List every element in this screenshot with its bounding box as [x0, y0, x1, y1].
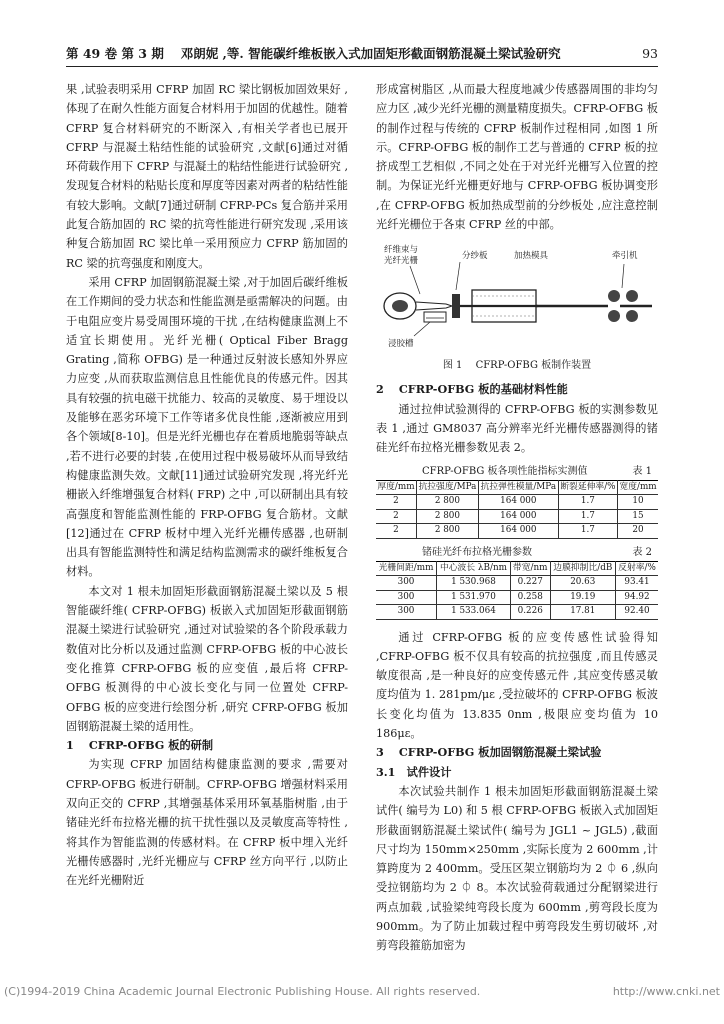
glue-tank	[424, 312, 446, 322]
label-splitter: 分纱板	[462, 251, 488, 262]
right-column-bottom	[376, 628, 658, 956]
table-header-cell: 反射率/%	[616, 561, 658, 576]
table-cell: 1 533.064	[437, 605, 511, 620]
fiber-spool-core	[392, 300, 408, 312]
table-header-cell: 抗拉强度/MPa	[416, 480, 478, 495]
table-cell: 164 000	[478, 509, 558, 524]
table-cell: 1.7	[558, 509, 617, 524]
table-2	[376, 561, 658, 620]
table-cell: 10	[618, 495, 658, 510]
table-row	[376, 524, 658, 539]
table-cell: 19.19	[550, 590, 615, 605]
table-row	[376, 495, 658, 510]
paragraph: 为实现 CFRP 加固结构健康监测的要求 ,需要对 CFRP-OFBG 板进行研制。CFRP-OFBG 增强材料采用双向正交的 CFRP ,其增强基体采用环氧基脂树脂 ,由于锗硅光纤布拉格光栅的抗干扰性强以及灵敏度高等特性 ,将其作为智能监测的传感材料。在 CFRP 板中埋入光纤光栅传感器时 ,光纤光栅应与 CFRP 丝方向平行 ,以防止在光纤光栅附近	[66, 758, 348, 888]
label-glue: 浸胶槽	[388, 339, 414, 350]
label-heater: 加热模具	[514, 251, 549, 262]
table-cell: 1.7	[558, 495, 617, 510]
puller-roller-bottom-2	[626, 310, 638, 322]
paragraph: 本次试验共制作 1 根未加固矩形截面钢筋混凝土梁试件( 编号为 L0) 和 5 根 CFRP-OFBG 板嵌入式加固矩形截面钢筋混凝土梁试件( 编号为 JGL1 ~ JGL5) ,截面尺寸均为 150mm×250mm ,实际长度为 2 600mm ,计算跨度为 2 400mm。受压区架立钢筋均为 2 ⏀ 6 ,纵向受拉钢筋均为 2 ⏀ 8。本次试验荷载通过分配钢梁进行两点加载 ,试验梁纯弯段长度为 600mm ,剪弯段长度为 900mm。为了防止加载过程中剪弯段发生剪切破坏 ,对剪弯段箍筋加密为	[376, 784, 658, 953]
table-cell: 15	[618, 509, 658, 524]
table-row	[376, 590, 658, 605]
section-heading: 1 CFRP-OFBG 板的研制	[66, 738, 214, 753]
table-cell: 1.7	[558, 524, 617, 539]
table-2-title: 锗硅光纤布拉格光栅参数	[422, 546, 532, 558]
table-cell: 2	[376, 524, 416, 539]
header-journal-title: 第 49 卷 第 3 期 邓朗妮 ,等. 智能碳纤维板嵌入式加固矩形截面钢筋混凝土梁试验研究	[66, 46, 561, 61]
table-header-cell: 带宽/nm	[510, 561, 550, 576]
table-cell: 2	[376, 509, 416, 524]
leader-fiber	[410, 266, 420, 294]
table-row	[376, 509, 658, 524]
table-cell: 1 531.970	[437, 590, 511, 605]
table-cell: 2	[376, 495, 416, 510]
table-cell: 300	[376, 576, 437, 591]
section-heading: 2 CFRP-OFBG 板的基础材料性能	[376, 382, 568, 397]
paragraph: 通过拉伸试验测得的 CFRP-OFBG 板的实测参数见表 1 ,通过 GM8037 高分辨率光纤光栅传感器测得的锗硅光纤布拉格光栅参数见表 2。	[376, 402, 658, 455]
table-cell: 0.227	[510, 576, 550, 591]
table-1-title-row	[376, 464, 658, 480]
table-cell: 1 530.968	[437, 576, 511, 591]
puller-roller-bottom	[608, 310, 620, 322]
leader-puller	[622, 264, 624, 288]
puller-roller-top-2	[626, 290, 638, 302]
header-rule	[66, 66, 658, 67]
copyright-footer	[4, 984, 720, 1000]
table-header-cell: 宽度/mm	[618, 480, 658, 495]
table-cell: 92.40	[616, 605, 658, 620]
left-column	[66, 80, 348, 890]
label-fiber: 纤维束与	[384, 245, 419, 256]
puller-roller-top	[608, 290, 620, 302]
paragraph: 形成富树脂区 ,从而最大程度地减少传感器周围的非均匀应力区 ,减少光纤光栅的测量精度损失。CFRP-OFBG 板的制作过程与传统的 CFRP 板制作过程相同 ,如图 1 所示。CFRP-OFBG 板的制作工艺与普通的 CFRP 板的拉挤成型工艺相似 ,不同之处在于对光纤光栅写入位置的控制。为保证光纤光栅更好地与 CFRP-OFBG 板协调变形 ,在 CFRP-OFBG 板加热成型前的分纱板处 ,应注意控制光纤光栅位于各束 CFRP 丝的中部。	[376, 83, 658, 232]
table-cell: 164 000	[478, 495, 558, 510]
table-cell: 2 800	[416, 524, 478, 539]
table-cell: 300	[376, 590, 437, 605]
right-column-mid	[376, 380, 658, 457]
paragraph: 果 ,试验表明采用 CFRP 加固 RC 梁比钢板加固效果好 ,体现了在耐久性能方面复合材料用于加固的优越性。随着 CFRP 复合材料研究的不断深入 ,有相关学者也已展开 CFRP 与混凝土粘结性能的试验研究 ,文献[6]通过对循环荷载作用下 CFRP 与混凝土的粘结性能进行试验研究 ,发现复合材料的粘贴长度和厚度等因素对两者的粘结性能有较大影响。文献[7]通过研制 CFRP-PCs 复合筋并采用此复合筋加固的 RC 梁的抗弯性能进行研究发现 ,采用该种复合筋加固 RC 梁比单一采用预应力 CFRP 筋加固的 RC 梁的抗弯强度和刚度大。	[66, 83, 348, 270]
table-cell: 20	[618, 524, 658, 539]
splitter-plate	[452, 294, 460, 318]
table-1	[376, 480, 658, 539]
table-header-cell: 中心波长 λB/nm	[437, 561, 511, 576]
copyright-text: (C)1994-2019 China Academic Journal Electronic Publishing House. All rights reserved.	[4, 985, 481, 998]
section-heading: 3.1 试件设计	[376, 764, 452, 779]
table-header-cell: 抗拉弹性模量/MPa	[478, 480, 558, 495]
paragraph: 采用 CFRP 加固钢筋混凝土梁 ,对于加固后碳纤维板在工作期间的受力状态和性能监测是亟需解决的问题。由于电阻应变片易受周围环境的干扰 ,在结构健康监测上不适宜长期使用。光纤光栅( Optical Fiber Bragg Grating ,简称 OFBG) 是一种通过反射波长感知外界应力应变 ,从而获取监测信息且性能优良的传感元件。因其具有较强的抗电磁干扰能力、较高的灵敏度、易于埋设以及能够在恶劣环境下工作等诸多优良性能 ,逐渐被应用到各个领域[8-10]。但是光纤光栅也存在着质地脆弱等缺点 ,若不进行必要的封装 ,在使用过程中极易破坏从而导致结构健康监测失效。文献[11]通过试验研究发现 ,将光纤光栅嵌入纤维增强复合材料( FRP) 之中 ,可以研制出具有较高强度和智能监测性能的 FRP-OFBG 复合筋材。文献[12]通过在 CFRP 板材中埋入光纤光栅传感器 ,也研制出具有智能监测特性和满足结构监测需求的碳纤维板复合材料。	[66, 275, 348, 579]
cnki-link[interactable]: http://www.cnki.net	[612, 985, 720, 998]
table-header-cell: 断裂延伸率/%	[558, 480, 617, 495]
table-cell: 164 000	[478, 524, 558, 539]
table-cell: 300	[376, 605, 437, 620]
fiber-lines	[416, 302, 452, 310]
table-cell: 2 800	[416, 509, 478, 524]
leader-glue	[414, 322, 430, 336]
table-header-cell: 光栅间距/mm	[376, 561, 437, 576]
running-header	[66, 44, 658, 64]
figure-1-diagram	[376, 238, 658, 354]
table-cell: 20.63	[550, 576, 615, 591]
figure-1	[376, 238, 658, 354]
table-cell: 0.258	[510, 590, 550, 605]
paragraph: 本文对 1 根未加固矩形截面钢筋混凝土梁以及 5 根智能碳纤维( CFRP-OFBG) 板嵌入式加固矩形截面钢筋混凝土梁进行试验研究 ,通过对试验梁的各个阶段承载力数值对比分析以及通过监测 CFRP-OFBG 板的中心波长变化推算 CFRP-OFBG 板的应变值 ,最后将 CFRP-OFBG 板测得的中心波长变化与同一位置处 CFRP-OFBG 板的应变进行绘图分析 ,研究 CFRP-OFBG 板加固钢筋混凝土梁的适用性。	[66, 584, 348, 733]
label-puller: 牵引机	[612, 251, 638, 262]
table-header-cell: 边膜抑制比/dB	[550, 561, 615, 576]
right-column-top	[376, 80, 658, 234]
right-column	[376, 80, 658, 956]
table-2-title-row	[376, 545, 658, 561]
table-cell: 17.81	[550, 605, 615, 620]
table-cell: 2 800	[416, 495, 478, 510]
table-1-title: CFRP-OFBG 板各项性能指标实测值	[422, 465, 588, 477]
table-1-label: 表 1	[632, 465, 652, 477]
table-row	[376, 576, 658, 591]
table-header-cell: 厚度/mm	[376, 480, 416, 495]
table-cell: 94.92	[616, 590, 658, 605]
leader-splitter	[456, 262, 460, 290]
table-row	[376, 605, 658, 620]
figure-1-caption: 图 1 CFRP-OFBG 板制作装置	[442, 360, 592, 372]
table-cell: 0.226	[510, 605, 550, 620]
table-2-label: 表 2	[632, 546, 652, 558]
page-number: 93	[642, 46, 658, 61]
paragraph: 通过 CFRP-OFBG 板的应变传感性试验得知 ,CFRP-OFBG 板不仅具有较高的抗拉强度 ,而且传感灵敏度很高 ,是一种良好的应变传感元件 ,其应变传感灵敏度均值为 1. 281pm/με ,受拉破坏的 CFRP-OFBG 板波长变化均值为 13.835 0nm ,极限应变均值为 10 186με。	[376, 630, 658, 741]
section-heading: 3 CFRP-OFBG 板加固钢筋混凝土梁试验	[376, 745, 602, 760]
label-fiber-grating: 光纤光栅	[384, 256, 419, 267]
table-cell: 93.41	[616, 576, 658, 591]
